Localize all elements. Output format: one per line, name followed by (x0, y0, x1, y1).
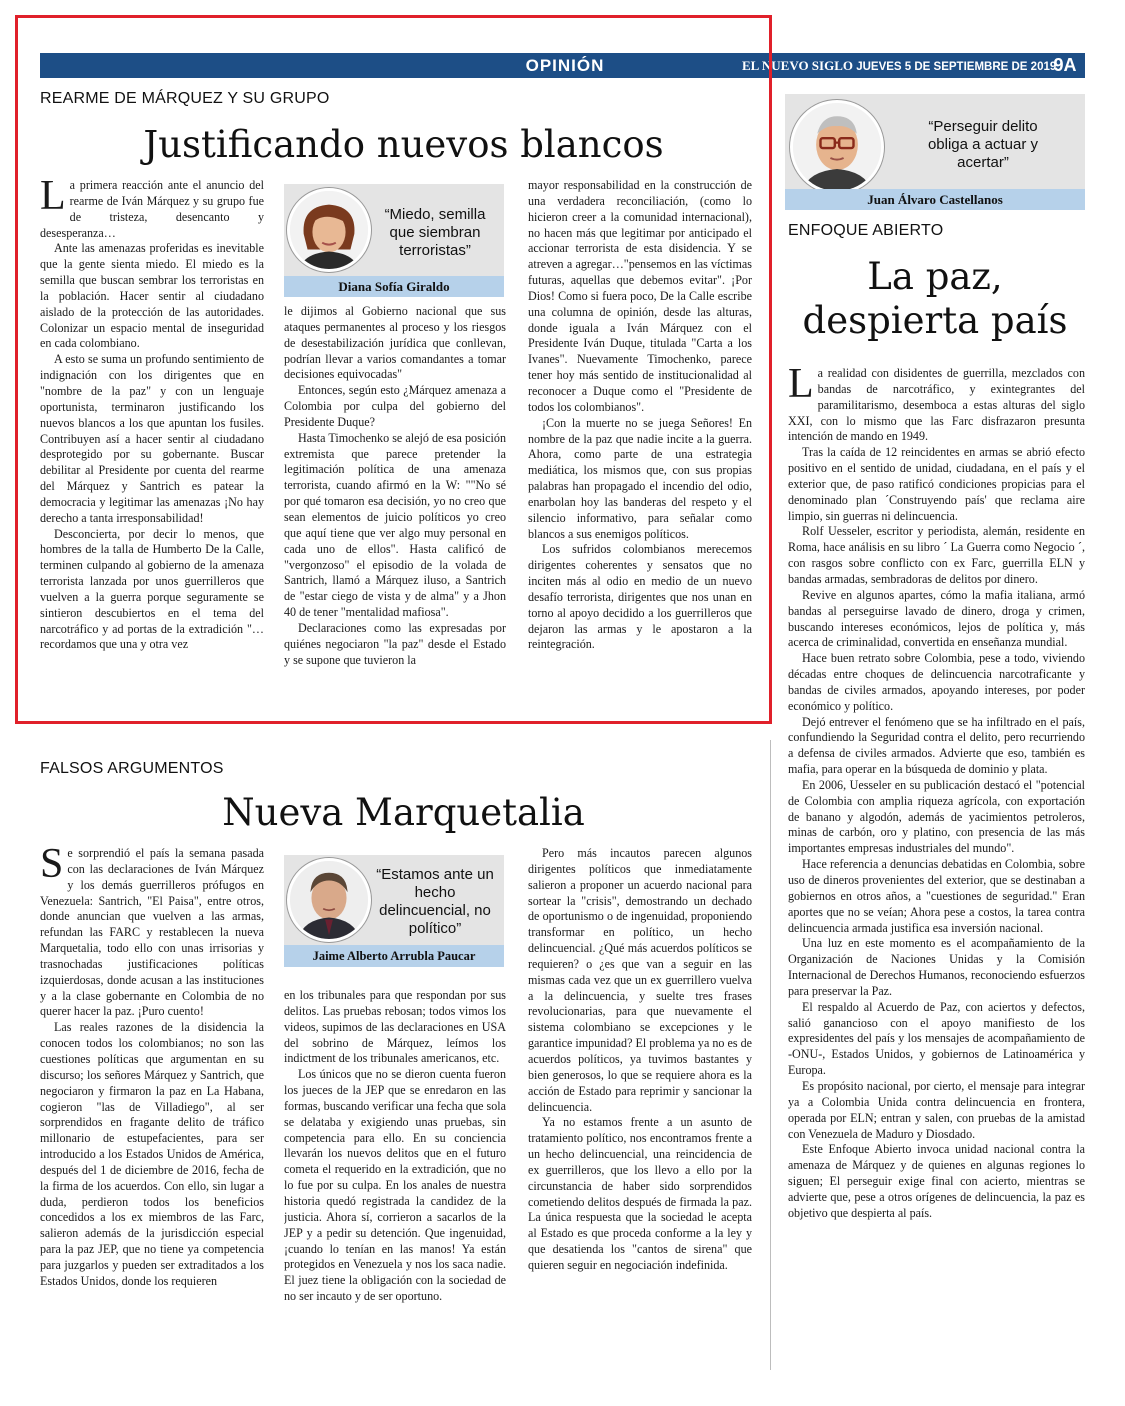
article1-paragraph: le dijimos al Gobierno nacional que sus ataques permanentes al proceso y los riesgos de desestabilización jurídica que conllevan, podrían llevar a varios comandantes a tomar decisiones equivocadas" (284, 304, 506, 382)
article1-paragraph: Los sufridos colombianos merecemos dirigentes coherentes y sensatos que no inciten más al odio en medio de un nuevo desafío terrorista, dirigentes que nos unan en torno al apoyo decidido a los guerrilleros que dejaron las armas y le apostaron a la reintegración. (528, 542, 752, 652)
article1-paragraph: Ante las amenazas proferidas es inevitable que la gente sienta miedo. El miedo es la semilla que buscan sembrar los terroristas en la población. Hacer sentir al ciudadano aislado de la protección de las autoridades. Colonizar un espacio mental de inseguridad en cada colombiano. (40, 241, 264, 351)
drop-cap: L (788, 366, 814, 407)
article2-kicker: FALSOS ARGUMENTOS (40, 760, 224, 777)
article1-paragraph: Entonces, según esto ¿Márquez amenaza a Colombia por culpa del gobierno del Presidente Duque? (284, 383, 506, 429)
article1-paragraph: mayor responsabilidad en la construcción de una verdadera reconciliación, (como lo hicieron creer a la comunidad internacional), no hacen más que legitimar por anticipado el accionar terrorista de esta disidencia. Y se atreven a agregar…"pensemos en las víctimas futuras, aquellas que debemos evitar". ¡Por Dios! Como si fuera poco, De la Calle escribe una columna de opinión, desde las alturas, donde iguala a Iván Márquez con el Presidente Iván Duque, titulada "Carta a los Ivanes". Nuevamente Timochenko, parece tener hoy más sentido de institucionalidad al reconocer a Duque como el "Presidente de todos los colombianos". (528, 178, 752, 414)
article1-pull-quote: “Miedo, semilla que siembran terroristas” (384, 206, 486, 259)
column-divider (770, 740, 771, 1370)
article3-paragraph: Este Enfoque Abierto invoca unidad nacional contra la amenaza de Márquez y de quienes en algunas regiones lo siguen; El perseguir exige final con acierto, mientras se advierte que, pese a otros orígenes de delincuencia, la paz es objetivo que despierta al país. (788, 1142, 1085, 1220)
article3-headline-line: despierta país (802, 299, 1068, 342)
issue-date: JUEVES 5 DE SEPTIEMBRE DE 2019 (856, 61, 1057, 73)
article3-kicker: ENFOQUE ABIERTO (788, 222, 944, 239)
article3-body (788, 366, 1085, 1356)
article1-paragraph: La primera reacción ante el anuncio del rearme de Iván Márquez y su grupo fue de tristeza, desencanto y desesperanza… (40, 178, 264, 240)
newspaper-name: EL NUEVO SIGLO (742, 58, 853, 73)
article1-paragraph: Desconcierta, por decir lo menos, que hombres de la talla de Humberto De la Calle, terminen culpando al gobierno de la amenaza terrorista lanzada por unos guerrilleros que vuelven a la guerra porque seguramente se sintieron descubiertos en el tema del narcotráfico y ad portas de la extradición "…recordamos que una y otra vez (40, 526, 264, 652)
article3-paragraph: Rolf Uesseler, escritor y periodista, alemán, residente en Roma, hace análisis en su libro ´ La Guerra como Negocio ´, con rasgos sobre conflicto con ex Farc, guerrilla ELN y bandas armadas, sembradoras de delitos por dinero. (788, 524, 1085, 586)
article1-paragraph: Declaraciones como las expresadas por quiénes negociaron "la paz" desde el Estado y se supone que tuvieron la (284, 620, 506, 667)
author-photo-avatar (287, 858, 371, 942)
article3-paragraph: Tras la caída de 12 reincidentes en armas se abrió efecto positivo en el sentido de unidad, ciudadana, en el país y el exterior que, de paso ratificó condiciones propicias para el denominado plan ´Construyendo país' que reclama aire limpio, sin guerras ni delincuencia. (788, 445, 1085, 523)
article2-paragraph: en los tribunales para que respondan por sus delitos. Las pruebas rebosan; todos vimos los videos, supimos de las declaraciones en USA del sobrino de Márquez, leímos los indictment de los tribunales americanos, etc. (284, 988, 506, 1066)
article2-paragraph: Los únicos que no se dieron cuenta fueron los jueces de la JEP que se enredaron en las formas, buscando verificar una fecha que sola se delataba y exigiendo unas pruebas, sin competencia para ello. En su conciencia llevarán los nuevos delitos que en el futuro cometa el requerido en la extradición, que no lo fue por su culpa. En los anales de nuestra historia quedó registrada la candidez de la justicia. Ahora sí, corrieron a sacarlos de la JEP y a pedir su detención. Que ingenuidad, ¡cuando lo tenían en las manos! Ya están protegidos en Venezuela y nos los saca nadie. El juez tiene la obligación con la sociedad de no ser incauto y de ser oportuno. (284, 1067, 506, 1304)
article2-column-2 (284, 988, 506, 1356)
article3-paragraph: Es propósito nacional, por cierto, el mensaje para integrar ya a Colombia Unida contra delincuencia en frontera, operada por ELN; entran y salen, con pruebas de la amistad con Venezuela de Maduro y Diosdado. (788, 1078, 1085, 1141)
article3-paragraph: En 2006, Uesseler en su publicación destacó el "potencial de Colombia con amplia riqueza agrícola, con exportación de banano y algodón, además de yacimientos petroleros, minas de carbón, oro y platino, con presencia de las más importantes empresas industriales del mundo". (788, 777, 1085, 856)
masthead (742, 53, 1057, 78)
article1-paragraph: A esto se suma un profundo sentimiento de indignación con los dirigentes que en "nombre de la paz" y con un lenguaje oportunista, terminaron justificando los nuevos blancos a los que apuntan los fusiles. Contribuyen así a hacer sentir al ciudadano desprotegido por su gobernante. Buscar debilitar al Presidente por cuenta del rearme del Márquez y Santrich es patear la democracia y legitimar las amenazas ¡No hay derecho a tanta irresponsabilidad! (40, 352, 264, 525)
article1-paragraph: Hasta Timochenko se alejó de esa posición extremista que parece pretender la legitimación política de una amenaza terrorista, cuando afirmó en la W: ""No sé por qué tomaron esa decisión, yo no creo que sean elementos de juicio políticos yo creo que aquí tiene que ver algo muy personal en cada uno de ellos". Hasta calificó de "vergonzoso" el episodio de la volada de Santrich, llamó a Márquez iluso, a Santrich de "estar ciego de vista y de alma" y a Jhon 40 de tener "mentalidad mafiosa". (284, 430, 506, 620)
article1-author-name: Diana Sofía Giraldo (284, 276, 504, 297)
article2-pull-quote: “Estamos ante un hecho delincuencial, no político” (376, 866, 494, 937)
section-label: OPINIÓN (525, 56, 605, 75)
article2-paragraph: Se sorprendió el país la semana pasada con las declaraciones de Iván Márquez y los demás guerrilleros prófugos en Venezuela: Santrich, "El Paisa", entre otros, donde anuncian que vuelven a las armas, refundan las FARC y restablecen la nueva Marquetalia, todo ello con unas irrisorias y trasnochadas justificaciones políticas izquierdosas, donde acusan a las instituciones y a la clase gobernante en Colombia de no querer hacer la paz. ¡Puro cuento! (40, 846, 264, 1019)
article3-paragraph: El respaldo al Acuerdo de Paz, con aciertos y defectos, salió ganancioso con el apoyo manifiesto de los expresidentes del país y los mensajes de acompañamiento de -ONU-, Estados Unidos, y gobiernos de Latinoamérica y Europa. (788, 999, 1085, 1078)
page-number: 9A (1053, 55, 1077, 75)
article3-paragraph: Dejó entrever el fenómeno que se ha infiltrado en el país, confundiendo la Seguridad contra el delito, pero recurriendo a defensa de civiles armados. Advierte que eso, también es mafia, para operar en la búsqueda de dominio y plata. (788, 714, 1085, 777)
article2-paragraph: Las reales razones de la disidencia la conocen todos los colombianos; no son las cuestiones políticas que argumentan en su discurso; los señores Márquez y Santrich, que negociaron y firmaron la paz en La Habana, cogieron "las de Villadiego", al ser sorprendidos en fragante delito de tráfico millonario de estupefacientes, para ser introducido a los Estados Unidos de América, después del 1 de diciembre de 2016, fecha de la firma de los acuerdos. Con ello, sin lugar a duda, perdieron todos los beneficios concedidos a los ex miembros de las Farc, salieron además de la jurisdicción especial para la paz JEP, que no tiene ya competencia para juzgarlos y pueden ser extraditados a los Estados Unidos, donde los requieren (40, 1020, 264, 1288)
article3-paragraph: Hace referencia a denuncias debatidas en Colombia, sobre uso de dineros provenientes del exterior, que se destinaban a gobiernos en otros años, a "cuestiones de seguridad." Eran aportes que no se veían; Ahora pese a costos, la tarea contra delincuencia armada justifica esa inversión nacional. (788, 857, 1085, 935)
article3-paragraph: Revive en algunos apartes, cómo la mafia italiana, armó bandas al perseguirse lavado de dinero, droga y crimen, buscando intereses económicos, lejos de política y, más acerca de criminalidad, convertida en enseñanza mundial. (788, 587, 1085, 650)
author-photo-avatar (790, 100, 884, 194)
article2-author-name: Jaime Alberto Arrubla Paucar (284, 945, 504, 967)
article1-paragraph: ¡Con la muerte no se juega Señores! En nombre de la paz que nadie incite a la guerra. Ahora, como parte de una estrategia mediática, los mismos que, con sus propias palabras han propagado el incendio del odio, enarbolan hoy las banderas del respeto y el silencio informativo, para señalar como blancos a sus enemigos políticos. (528, 415, 752, 541)
article2-paragraph: Pero más incautos parecen algunos dirigentes políticos que inmediatamente salieron a proponer un acuerdo nacional para sortear la "crisis", demostrando un dechado de oportunismo o de ingenuidad, proponiendo transformar en político, un hecho delincuencial. ¿Qué más acuerdos políticos se requieren? o ¿es que van a seguir en las mismas cada vez que un ex guerrillero vuelva a la delincuencia, y suelte tres frases revolucionarias, para que nuevamente el sistema colombiano se excepciones y le garantice impunidad? El problema ya no es de acuerdos políticos, ya tuvimos bastantes y bien generosos, lo que se requiere ahora es la acción de Estado para reprimir y sancionar la delincuencia. (528, 846, 752, 1114)
article2-headline: Nueva Marquetalia (222, 791, 585, 834)
article3-headline (785, 255, 1085, 343)
portrait-man-icon (290, 861, 368, 939)
portrait-man-icon (793, 103, 881, 191)
article1-kicker: REARME DE MÁRQUEZ Y SU GRUPO (40, 90, 330, 107)
article3-paragraph: La realidad con disidentes de guerrilla, mezclados con bandas de narcotráfico, y exintegrantes del paramilitarismo, desemboca a estas alturas del siglo XXI, con lo mismo que las Farc disfrazaron presunta intención de mando en 1949. (788, 366, 1085, 444)
article3-paragraph: Una luz en este momento es el acompañamiento de la Organización de Naciones Unidas y la Comisión Internacional de Derechos Humanos, reconociendo esfuerzos para preservar la Paz. (788, 936, 1085, 998)
article3-headline-line: La paz, (867, 255, 1003, 298)
drop-cap: S (40, 846, 64, 887)
article1-headline: Justificando nuevos blancos (143, 123, 664, 166)
article3-pull-quote: “Perseguir delito obliga a actuar y acertar” (927, 118, 1039, 171)
article3-paragraph: Hace buen retrato sobre Colombia, pese a todo, viviendo décadas entre choques de delincuencia narcotraficante y bandas de civiles armados, apoyando intereses, por poder económico y político. (788, 651, 1085, 713)
article2-column-1 (40, 846, 264, 1356)
article3-author-name: Juan Álvaro Castellanos (785, 189, 1085, 210)
article2-column-3 (528, 846, 752, 1356)
drop-cap: L (40, 178, 66, 219)
highlight-frame (15, 15, 772, 724)
article2-paragraph: Ya no estamos frente a un asunto de tratamiento político, nos encontramos frente a un hecho delincuencial, una reincidencia de ex guerrilleros, que los llevo a ello por la circunstancia de haber sido sorprendidos cometiendo delitos después de firmada la paz. La única respuesta que la sociedad le acepta al Estado es que proceda conforme a la ley y que desatienda los "cantos de sirena" que quieren seguir en negociación indefinida. (528, 1115, 752, 1272)
